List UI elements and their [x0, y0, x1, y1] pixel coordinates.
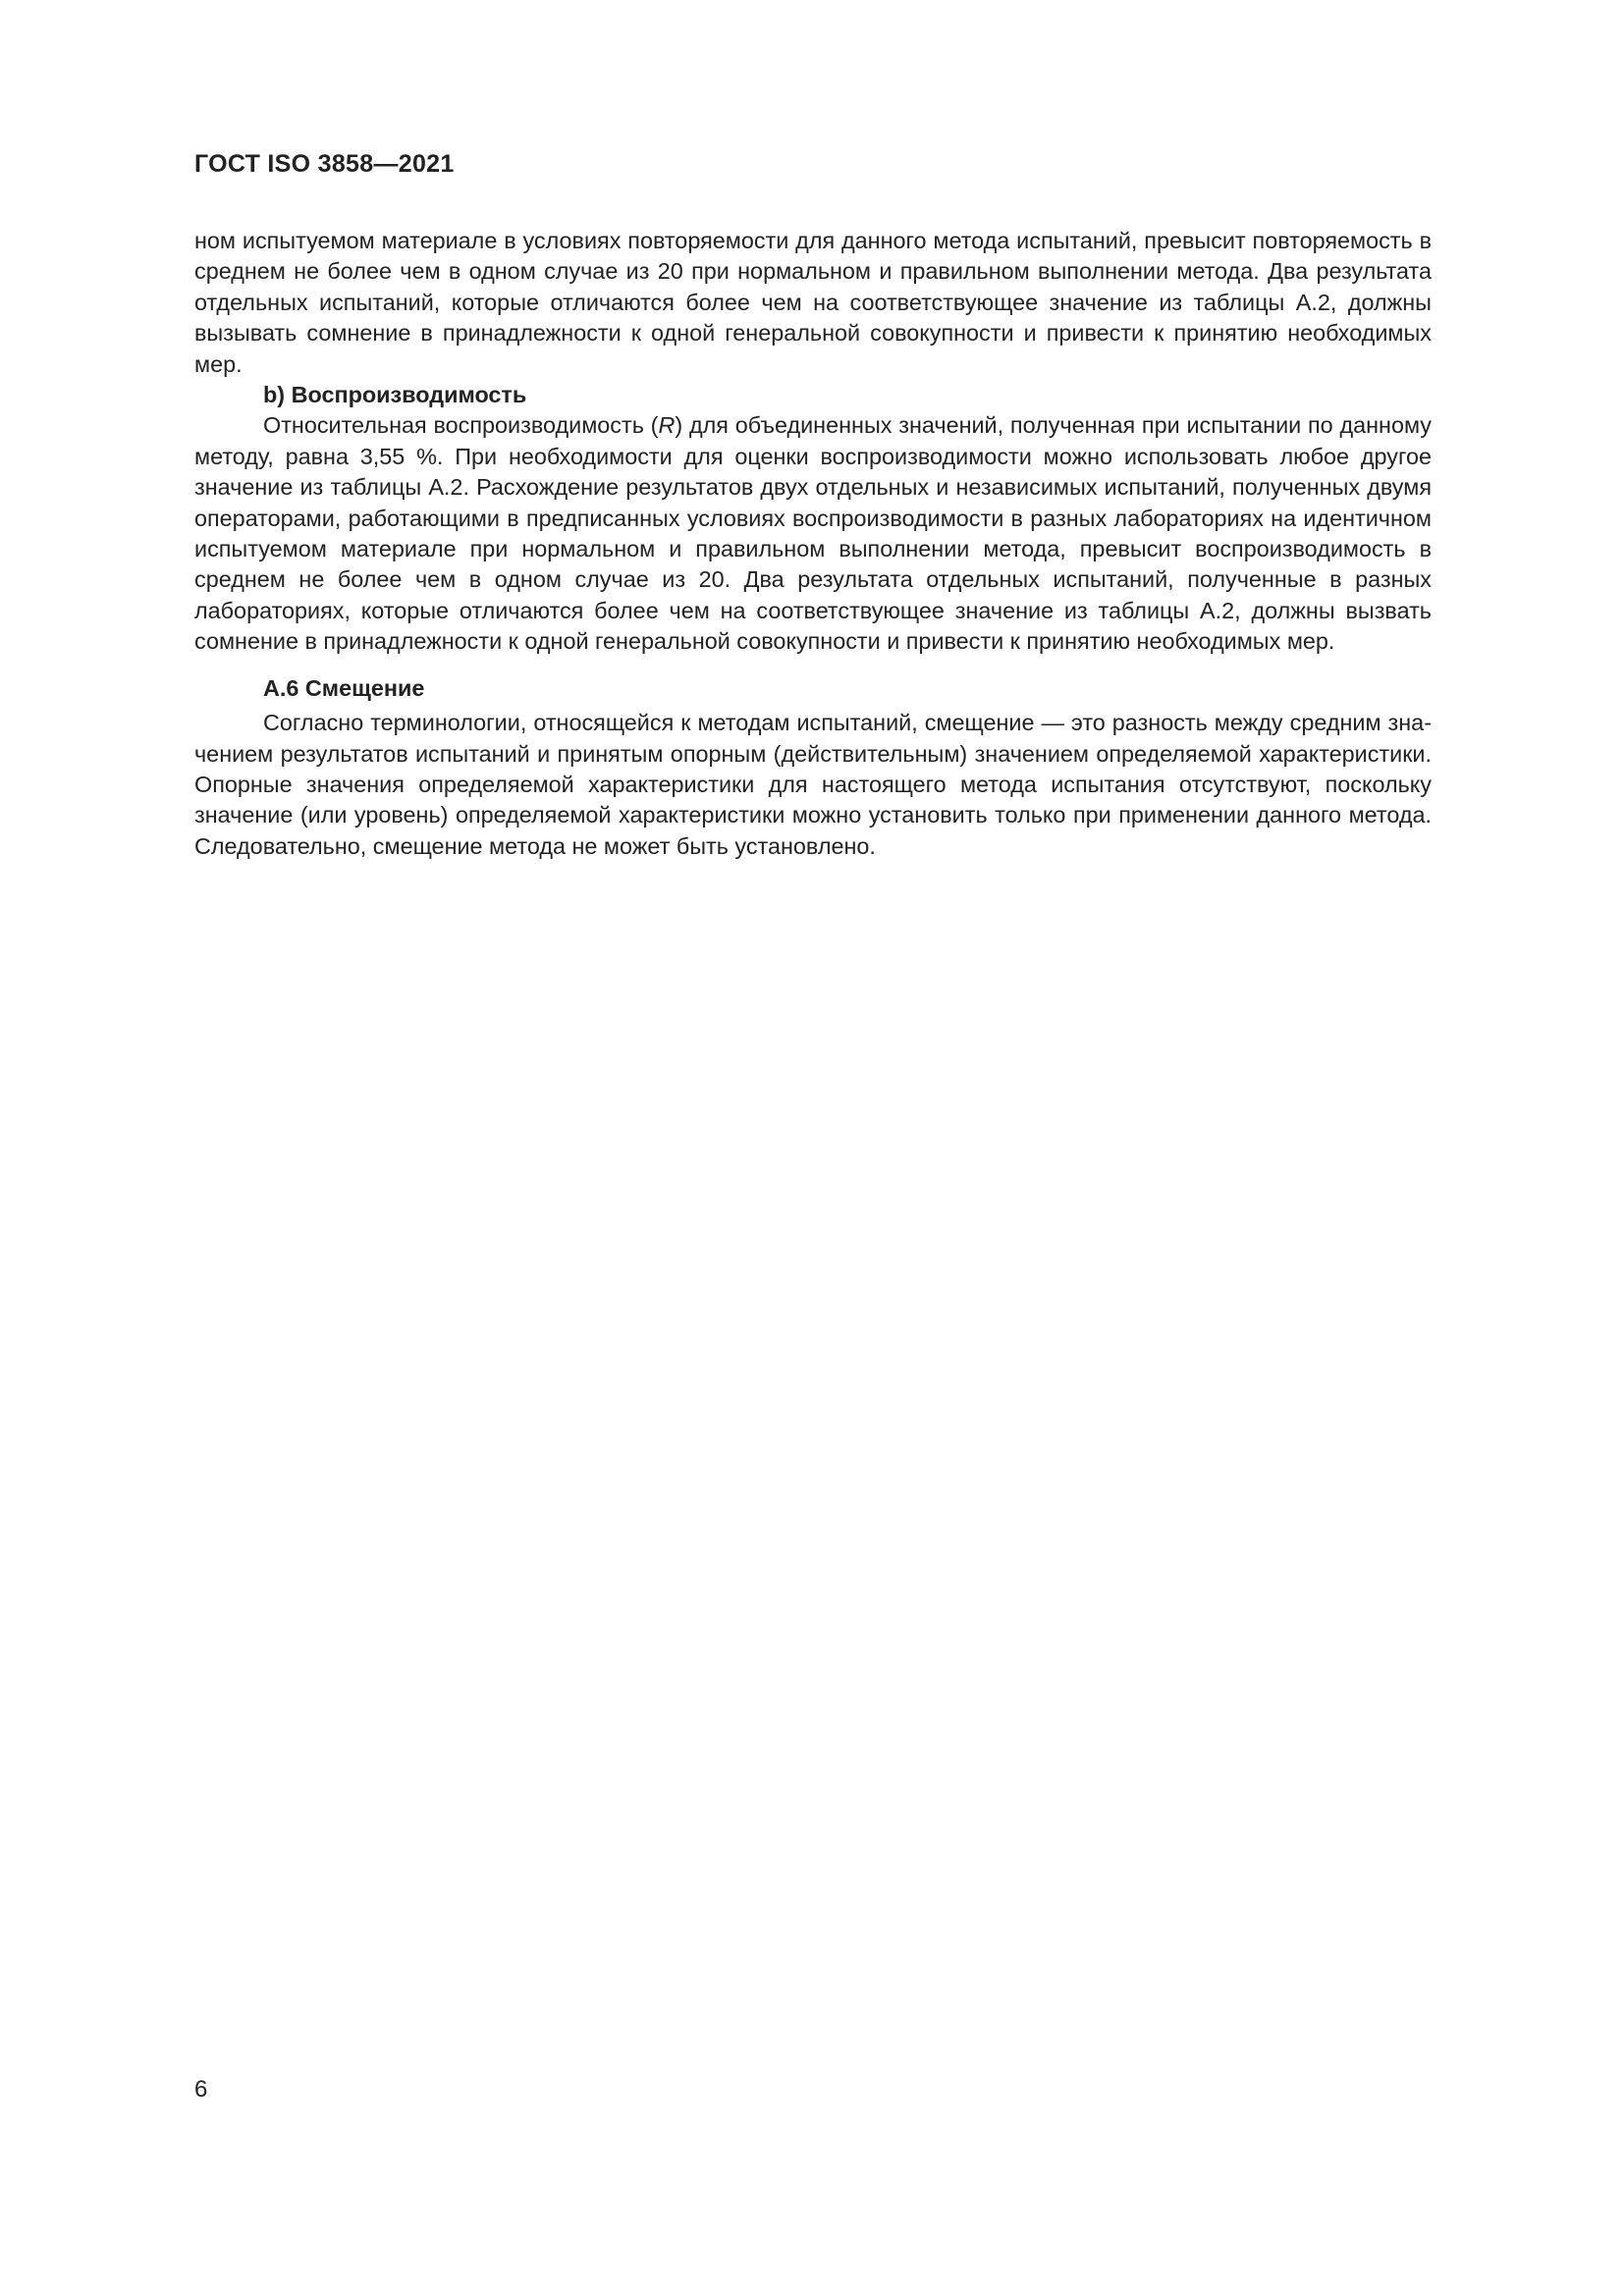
- reproducibility-text-start: Относительная воспроизводимость (: [263, 412, 659, 439]
- bias-paragraph: Согласно терминологии, относящейся к методам испытаний, смещение — это разность между средним значением результатов испытаний и принятым опорным (действительным) значением определяемой характеристики. Опорные значения определяемой характеристики для настоящего метода испытания отсутствуют, поскольку значение (или уровень) определяемой характеристики можно установить только при применении данного метода. Следовательно, смещение метода не может быть установлено.: [194, 710, 1432, 859]
- document-body: [194, 226, 1432, 862]
- page-number: 6: [194, 2076, 208, 2103]
- reproducibility-text-end: ) для объединенных значений, полученная при испытании по данному методу, равна 3,55 %. При необходимости для оценки воспроизводимости можно использовать любое другое значение из таблицы А.2. Расхождение результатов двух отдельных и независимых испытаний, полученных двумя операторами, работающими в предписанных условиях воспроизводимости в разных лабораториях на идентичном испытуемом материале при нормальном и правильном выполнении метода, превысит воспроизводимость в среднем не более чем в одном случае из 20. Два результата отдельных испытаний, полученные в разных лабораториях, которые отличаются более чем на соответствующее значение из таблицы А.2, должны вызвать сомнение в принадлежности к одной генеральной совокупности и привести к принятию необходимых мер.: [194, 412, 1432, 655]
- bias-section-heading: А.6 Смещение: [263, 674, 425, 701]
- reproducibility-heading: b) Воспроизводимость: [263, 382, 527, 408]
- paragraph-continuation: ном испытуемом материале в условиях повторяемости для данного метода испытаний, превысит повторяемость в среднем не более чем в одном случае из 20 при нормальном и правильном выполнении метода. Два результата отдельных испытаний, которые отличаются более чем на соответствующее значение из таблицы А.2, должны вызывать сомнение в принадлежности к одной генеральной совокупности и привести к принятию необходимых мер.: [194, 228, 1432, 377]
- document-header: ГОСТ ISO 3858—2021: [194, 150, 455, 178]
- reproducibility-paragraph: [194, 410, 1432, 657]
- reproducibility-symbol: R: [658, 412, 676, 439]
